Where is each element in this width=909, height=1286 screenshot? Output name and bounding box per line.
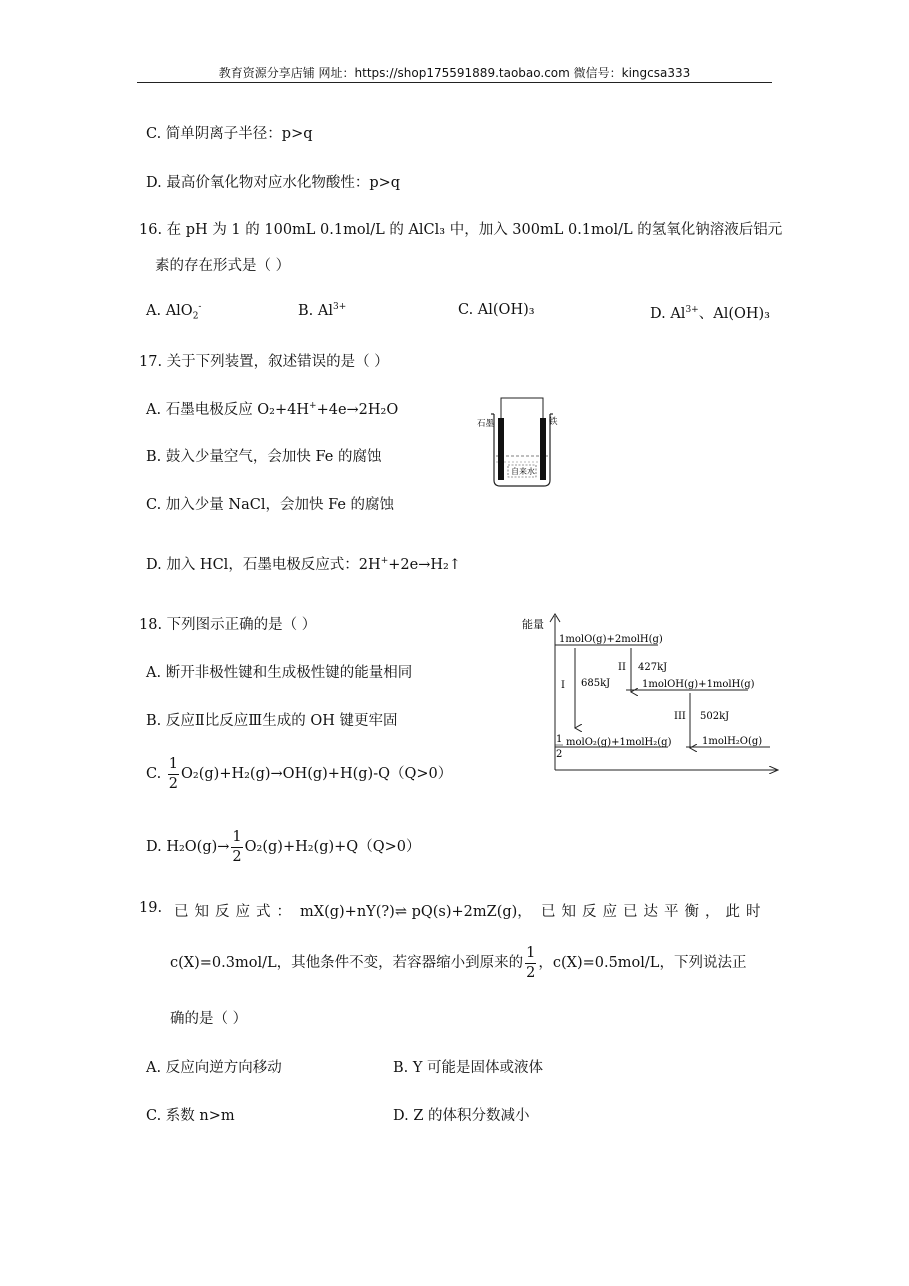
q18-option-a: A. 断开非极性键和生成极性键的能量相同 [146, 665, 413, 681]
arrow-II-value: 427kJ [638, 662, 668, 673]
level-h2o-label: 1molH₂O(g) [702, 736, 763, 747]
q16-option-c: C. Al(OH)₃ [458, 302, 535, 318]
q15-option-c: C. 简单阴离子半径：p>q [146, 126, 313, 142]
arrow-I-value: 685kJ [581, 678, 611, 689]
wire [501, 398, 543, 420]
q17-cell-figure [472, 392, 567, 492]
label-graphite: 石墨 [477, 419, 495, 429]
q16-option-b: B. $Al^{3+}$ [298, 302, 347, 319]
q19-stem-line3: 确的是（ ） [170, 1011, 248, 1027]
svg-text:2: 2 [556, 749, 563, 760]
graphite-electrode [498, 418, 504, 480]
level-mid-label: 1molOH(g)+1molH(g) [642, 679, 755, 690]
header-rule [137, 82, 772, 83]
q17-option-c: C. 加入少量 NaCl，会加快 Fe 的腐蚀 [146, 497, 395, 513]
q16-stem-line2: 素的存在形式是（ ） [155, 258, 291, 274]
fraction-half: $\frac{1}{2}$ [232, 829, 242, 865]
q19-stem-b: 已知反应已达平衡，此时 [541, 904, 767, 920]
q17-stem: 17. 关于下列装置，叙述错误的是（ ） [139, 354, 389, 370]
q16-option-d: D. $Al^{3+}$、Al(OH)₃ [650, 305, 770, 322]
q18-option-b: B. 反应Ⅱ比反应Ⅲ生成的 OH 键更牢固 [146, 713, 398, 729]
q18-energy-diagram [518, 610, 788, 785]
arrow-II-label: II [618, 662, 626, 673]
level-top-label: 1molO(g)+2molH(g) [559, 634, 663, 645]
q15-option-d: D. 最高价氧化物对应水化物酸性：p>q [146, 175, 401, 191]
q19-equation: mX(g)+nY(?)⇌ pQ(s)+2mZ(g)， [300, 904, 532, 920]
fraction-half: $\frac{1}{2}$ [526, 945, 536, 981]
level-bottom-label: molO₂(g)+1molH₂(g) [566, 737, 672, 748]
q18-option-c: C. $\frac{1}{2}$ O₂(g)+H₂(g)→OH(g)+H(g)-Q（Q>0） [146, 756, 453, 792]
q19-stem-line2: c(X)=0.3mol/L，其他条件不变，若容器缩小到原来的 $\frac{1}{2}$ ，c(X)=0.5mol/L，下列说法正 [170, 945, 747, 981]
q19-stem-a: 已知反应式： [174, 904, 297, 920]
label-tap-water: 自来水 [511, 467, 535, 476]
q16-stem-line1: 16. 在 pH 为 1 的 100mL 0.1mol/L 的 AlCl₃ 中，加入 300mL 0.1mol/L 的氢氧化钠溶液后铝元 [139, 222, 783, 238]
q19-option-c: C. 系数 n>m [146, 1108, 235, 1124]
q19-option-d: D. Z 的体积分数减小 [393, 1108, 530, 1124]
q16-option-a: A. AlO$_2$- [146, 302, 202, 322]
page-header: 教育资源分享店铺 网址：https://shop175591889.taobao.com 微信号：kingcsa333 [218, 66, 691, 80]
iron-electrode [540, 418, 546, 480]
q19-number: 19. [139, 900, 163, 916]
q17-option-b: B. 鼓入少量空气，会加快 Fe 的腐蚀 [146, 449, 382, 465]
q18-option-d: D. H₂O(g)→ $\frac{1}{2}$ O₂(g)+H₂(g)+Q（Q>0） [146, 829, 421, 865]
q19-option-b: B. Y 可能是固体或液体 [393, 1060, 544, 1076]
fraction-half: $\frac{1}{2}$ [168, 756, 179, 792]
q18-stem: 18. 下列图示正确的是（ ） [139, 617, 317, 633]
y-axis-label: 能量 [522, 618, 544, 631]
svg-text:1: 1 [556, 734, 563, 745]
arrow-III-value: 502kJ [700, 711, 730, 722]
arrow-III-label: III [674, 711, 686, 722]
arrow-I-label: I [561, 680, 565, 691]
q17-option-a: A. 石墨电极反应 O₂+4H++4e→2H₂O [146, 401, 399, 418]
label-iron: 铁 [549, 417, 558, 427]
q19-option-a: A. 反应向逆方向移动 [146, 1060, 282, 1076]
q17-option-d: D. 加入 HCl，石墨电极反应式：2H++2e→H₂↑ [146, 556, 461, 573]
